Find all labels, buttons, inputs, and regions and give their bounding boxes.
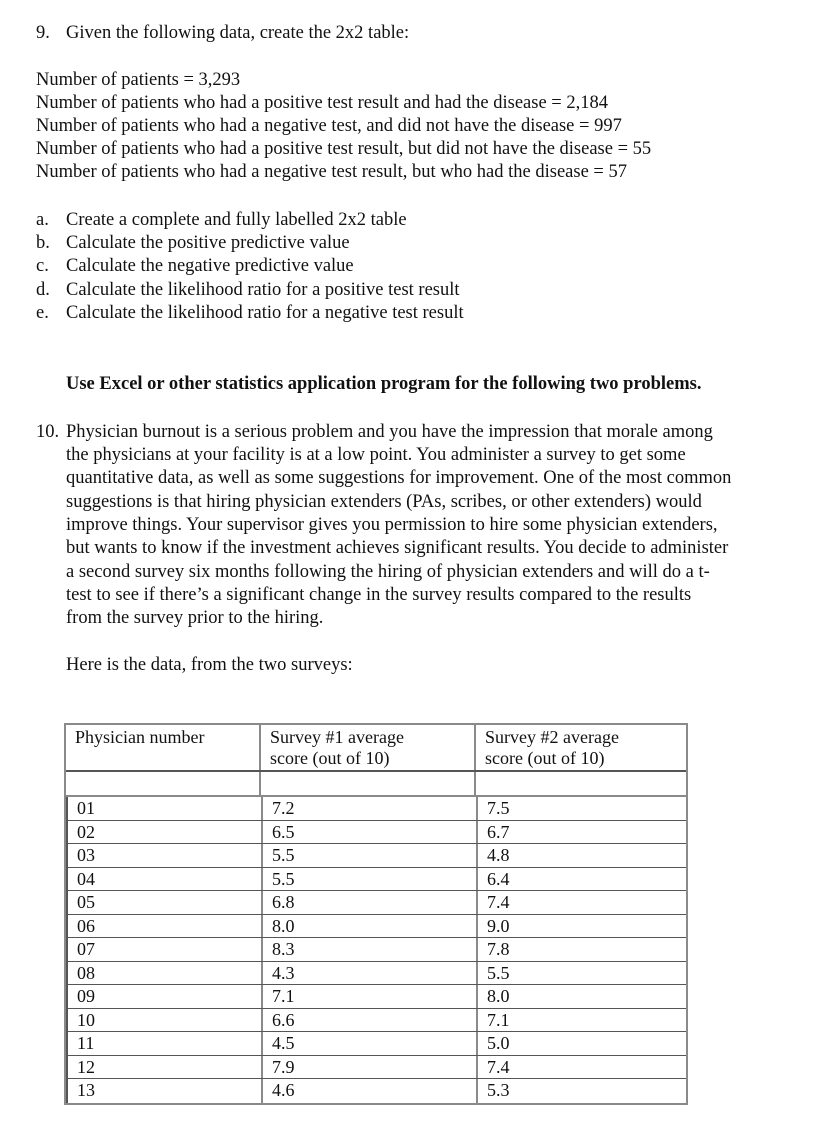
physician-cell: 05 xyxy=(68,891,263,914)
paragraph-line: test to see if there’s a significant change in the survey results compared to the results xyxy=(66,585,692,605)
table-row xyxy=(68,891,686,915)
task-text: Calculate the positive predictive value xyxy=(66,233,350,253)
physician-cell: 04 xyxy=(68,868,263,891)
header-physician-number xyxy=(66,725,261,770)
survey1-cell: 8.3 xyxy=(263,938,478,961)
data-line: Number of patients = 3,293 xyxy=(36,70,241,90)
blank-cell xyxy=(476,772,686,795)
paragraph-line: quantitative data, as well as some suggestions for improvement. One of the most common xyxy=(66,468,732,488)
table-row xyxy=(68,868,686,892)
header-survey-1 xyxy=(261,725,476,770)
task-label: d. xyxy=(36,280,50,300)
survey1-cell: 8.0 xyxy=(263,915,478,938)
table-row xyxy=(68,821,686,845)
header-label: score (out of 10) xyxy=(270,748,390,768)
table-row xyxy=(68,797,686,821)
data-intro: Here is the data, from the two surveys: xyxy=(66,655,353,675)
task-label: e. xyxy=(36,303,49,323)
task-text: Calculate the likelihood ratio for a positive test result xyxy=(66,280,460,300)
table-row xyxy=(68,1079,686,1103)
header-label: Survey #1 average xyxy=(270,727,404,747)
paragraph-line: from the survey prior to the hiring. xyxy=(66,608,324,628)
survey1-cell: 7.2 xyxy=(263,797,478,820)
physician-cell: 08 xyxy=(68,962,263,985)
table-header-row xyxy=(66,725,686,772)
survey1-cell: 5.5 xyxy=(263,868,478,891)
table-row xyxy=(68,985,686,1009)
table-row xyxy=(68,1056,686,1080)
survey1-cell: 5.5 xyxy=(263,844,478,867)
survey2-cell: 7.4 xyxy=(487,892,510,912)
data-line: Number of patients who had a negative test result, but who had the disease = 57 xyxy=(36,162,627,182)
question-9-prompt: Given the following data, create the 2x2 table: xyxy=(66,23,410,43)
survey2-cell: 7.1 xyxy=(487,1009,510,1030)
table-row xyxy=(68,915,686,939)
survey2-cell: 7.4 xyxy=(487,1056,510,1077)
physician-cell: 10 xyxy=(68,1009,263,1032)
table-row xyxy=(68,844,686,868)
task-text: Calculate the negative predictive value xyxy=(66,256,354,276)
data-line: Number of patients who had a positive test result, but did not have the disease = 55 xyxy=(36,139,652,159)
survey1-cell: 6.8 xyxy=(263,891,478,914)
question-9-number: 9. xyxy=(36,23,50,43)
data-line: Number of patients who had a negative test, and did not have the disease = 997 xyxy=(36,116,622,136)
survey2-cell: 4.8 xyxy=(487,845,510,865)
survey1-cell: 6.6 xyxy=(263,1009,478,1032)
header-label: Survey #2 average xyxy=(485,727,619,747)
task-label: b. xyxy=(36,233,50,253)
survey1-cell: 7.1 xyxy=(263,985,478,1008)
paragraph-line: but wants to know if the investment achieves significant results. You decide to administer xyxy=(66,538,729,558)
paragraph-line: a second survey six months following the hiring of physician extenders and will do a t- xyxy=(66,562,710,582)
physician-cell: 13 xyxy=(68,1079,263,1103)
data-line: Number of patients who had a positive test result and had the disease = 2,184 xyxy=(36,93,608,113)
survey2-cell: 9.0 xyxy=(487,915,510,936)
survey1-cell: 7.9 xyxy=(263,1056,478,1079)
task-text: Calculate the likelihood ratio for a negative test result xyxy=(66,303,464,323)
survey1-cell: 4.5 xyxy=(263,1032,478,1055)
survey1-cell: 4.6 xyxy=(263,1079,478,1103)
paragraph-line: the physicians at your facility is at a low point. You administer a survey to get some xyxy=(66,445,686,465)
header-label: Physician number xyxy=(75,727,205,747)
table-row xyxy=(68,938,686,962)
task-label: c. xyxy=(36,256,49,276)
physician-cell: 12 xyxy=(68,1056,263,1079)
physician-cell: 06 xyxy=(68,915,263,938)
survey2-cell: 8.0 xyxy=(487,986,510,1006)
instruction-text: Use Excel or other statistics application program for the following two problems. xyxy=(66,374,702,394)
survey2-cell: 5.5 xyxy=(487,962,510,983)
blank-cell xyxy=(66,772,261,795)
paragraph-line: suggestions is that hiring physician extenders (PAs, scribes, or other extenders) would xyxy=(66,492,702,512)
header-label: score (out of 10) xyxy=(485,748,605,768)
task-label: a. xyxy=(36,210,49,230)
question-10-number: 10. xyxy=(36,422,60,442)
table-row xyxy=(68,1032,686,1056)
table-body xyxy=(66,797,686,1103)
survey-table xyxy=(64,723,688,1105)
survey1-cell: 6.5 xyxy=(263,821,478,844)
physician-cell: 07 xyxy=(68,938,263,961)
physician-cell: 11 xyxy=(68,1032,263,1055)
task-text: Create a complete and fully labelled 2x2 table xyxy=(66,210,407,230)
table-row xyxy=(68,962,686,986)
physician-cell: 01 xyxy=(68,797,263,820)
survey2-cell: 5.0 xyxy=(487,1033,510,1053)
survey2-cell: 6.4 xyxy=(487,868,510,889)
header-survey-2 xyxy=(476,725,686,770)
physician-cell: 02 xyxy=(68,821,263,844)
paragraph-line: Physician burnout is a serious problem and you have the impression that morale among xyxy=(66,422,713,442)
paragraph-line: improve things. Your supervisor gives you permission to hire some physician extenders, xyxy=(66,515,718,535)
survey2-cell: 7.5 xyxy=(487,798,510,818)
table-row xyxy=(68,1009,686,1033)
survey2-cell: 5.3 xyxy=(487,1080,510,1100)
survey1-cell: 4.3 xyxy=(263,962,478,985)
physician-cell: 09 xyxy=(68,985,263,1008)
physician-cell: 03 xyxy=(68,844,263,867)
survey2-cell: 7.8 xyxy=(487,939,510,959)
table-blank-row xyxy=(66,772,686,797)
survey2-cell: 6.7 xyxy=(487,821,510,842)
blank-cell xyxy=(261,772,476,795)
